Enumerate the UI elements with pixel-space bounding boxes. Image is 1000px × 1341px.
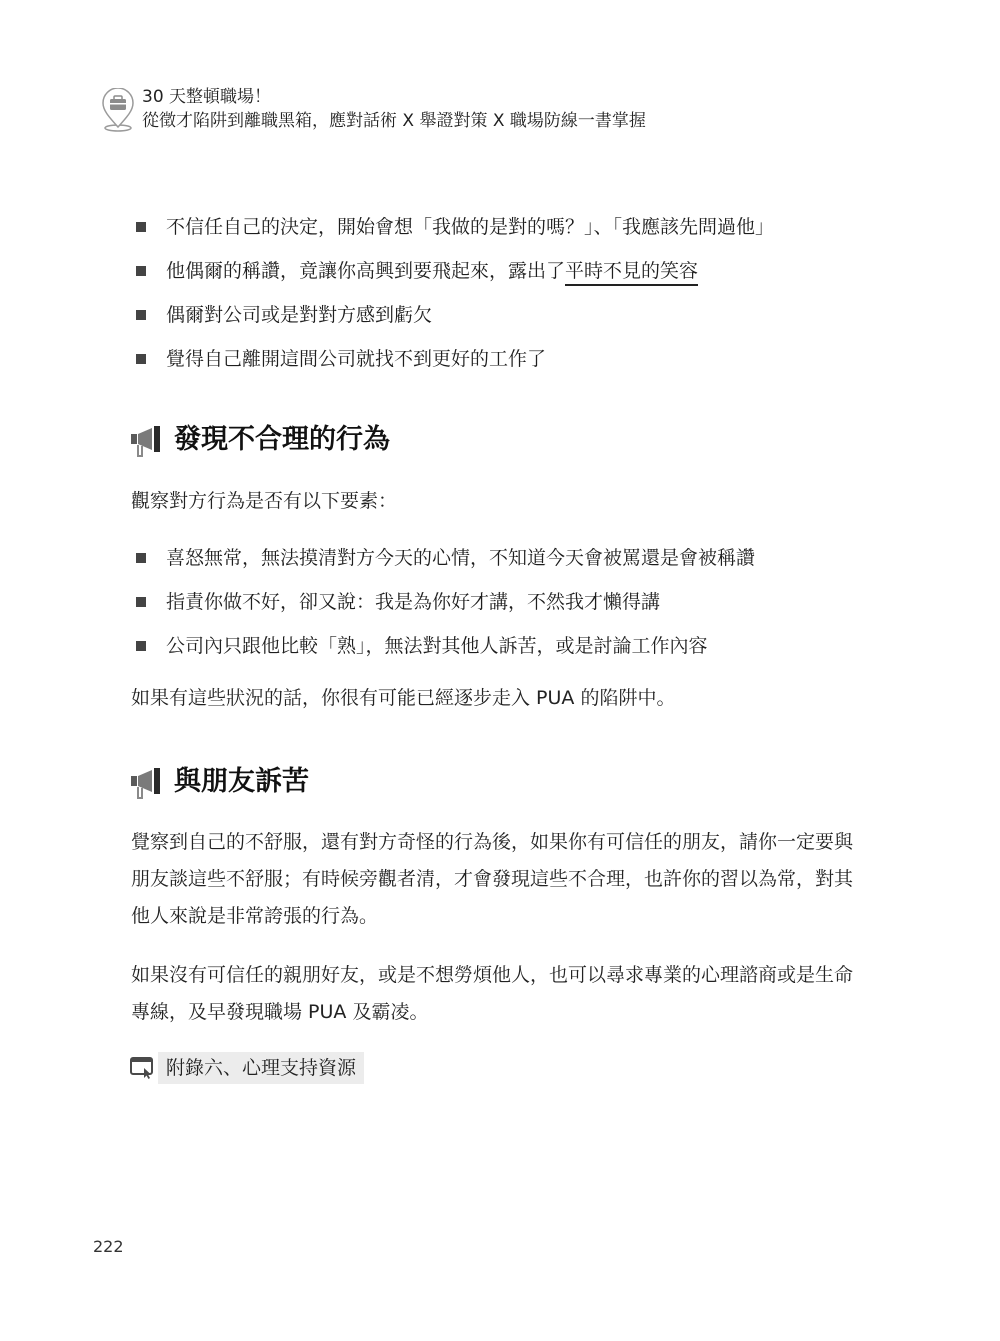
section-title: 發現不合理的行為 — [174, 424, 390, 455]
map-pin-briefcase-icon — [100, 88, 136, 134]
list-item — [132, 256, 774, 300]
list-item-text: 喜怒無常，無法摸清對方今天的心情，不知道今天會被罵還是會被稱讚 — [166, 547, 756, 569]
list-item-text: 不信任自己的決定，開始會想「我做的是對的嗎？」、「我應該先問過他」 — [166, 216, 775, 238]
megaphone-icon — [130, 426, 164, 458]
browser-window-icon — [130, 1057, 154, 1079]
bullet-square-icon — [136, 553, 146, 563]
bullet-square-icon — [136, 310, 146, 320]
list-item-text: 公司內只跟他比較「熟」，無法對其他人訴苦，或是討論工作內容 — [166, 635, 708, 657]
list-item-text: 偶爾對公司或是對對方感到虧欠 — [166, 304, 433, 326]
bullet-square-icon — [136, 266, 146, 276]
list-item — [132, 344, 774, 388]
section-intro: 觀察對方行為是否有以下要素： — [131, 490, 398, 512]
list-item — [132, 212, 774, 256]
megaphone-icon — [130, 768, 164, 800]
behavior-list — [132, 543, 755, 675]
underlined-highlight: 平時不見的笑容 — [565, 260, 698, 286]
bullet-square-icon — [136, 222, 146, 232]
book-subtitle: 從徵才陷阱到離職黑箱，應對話術 X 舉證對策 X 職場防線一書掌握 — [142, 111, 646, 131]
body-paragraph: 如果沒有可信任的親朋好友，或是不想勞煩他人，也可以尋求專業的心理諮商或是生命專線，及早發現職場 PUA 及霸凌。 — [131, 964, 854, 1023]
appendix-link[interactable]: 附錄六、心理支持資源 — [158, 1052, 364, 1084]
list-item — [132, 631, 755, 675]
list-item — [132, 587, 755, 631]
bullet-square-icon — [136, 597, 146, 607]
list-item — [132, 543, 755, 587]
list-item-text: 他偶爾的稱讚，竟讓你高興到要飛起來，露出了 — [166, 260, 566, 282]
section-conclusion: 如果有這些狀況的話，你很有可能已經逐步走入 PUA 的陷阱中。 — [131, 687, 676, 709]
list-item-text: 指責你做不好，卻又說：我是為你好才講，不然我才懶得講 — [166, 591, 661, 613]
body-paragraph: 覺察到自己的不舒服，還有對方奇怪的行為後，如果你有可信任的朋友，請你一定要與朋友談這些不舒服；有時候旁觀者清，才會發現這些不合理，也許你的習以為常，對其他人來說是非常誇張的行為。 — [131, 831, 854, 927]
bullet-square-icon — [136, 354, 146, 364]
bullet-square-icon — [136, 641, 146, 651]
book-title: 30 天整頓職場！ — [142, 87, 272, 107]
list-item-text: 覺得自己離開這間公司就找不到更好的工作了 — [166, 348, 547, 370]
section-title: 與朋友訴苦 — [174, 766, 309, 797]
list-item — [132, 300, 774, 344]
page-number: 222 — [93, 1237, 124, 1256]
symptom-list — [132, 212, 774, 388]
